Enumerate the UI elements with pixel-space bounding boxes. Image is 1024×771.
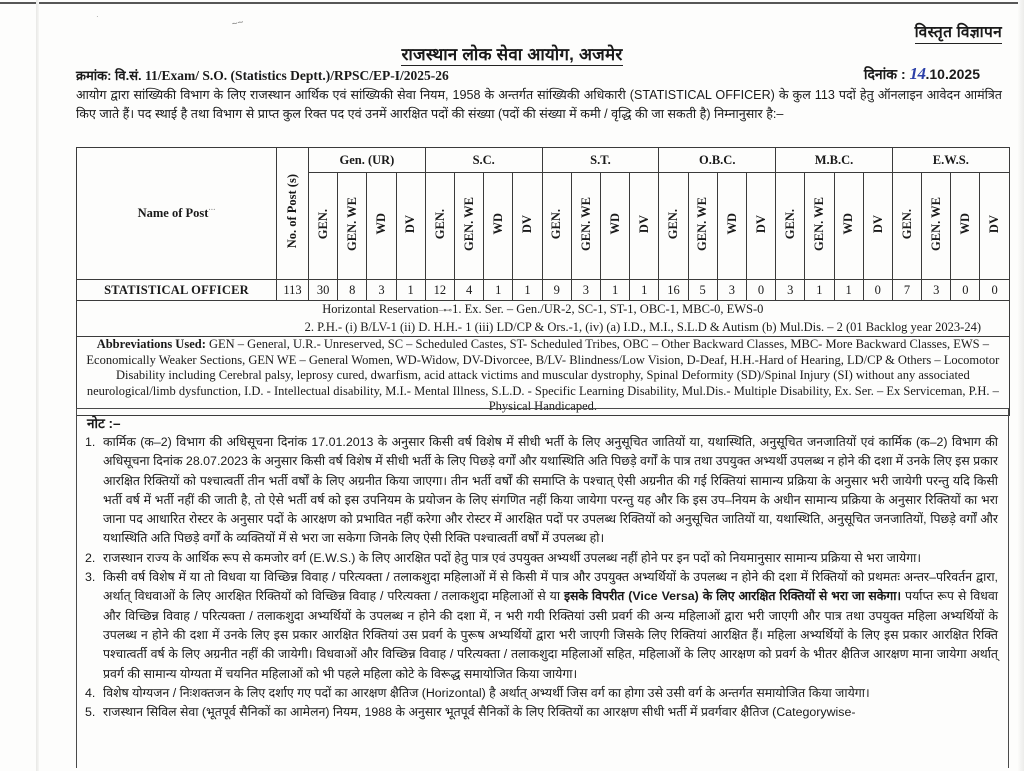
horizontal-reservation-cell <box>77 301 1010 337</box>
subcol-label: GEN. <box>782 208 797 240</box>
name-of-post-text: Name of Post <box>137 206 209 221</box>
subcol-label: DV <box>987 214 1002 234</box>
subcol-ews-wd <box>951 173 980 280</box>
note-marker: 2. <box>85 550 96 565</box>
abbreviations-cell <box>77 337 1010 416</box>
note-text-part1: किसी वर्ष विशेष में या तो विधवा या विच्छिन्न विवाह / परित्यक्ता / तलाकशुदा महिलाओं में से किसी में पात्र और उपयुक्त अभ्यर्थियों के उपलब्ध न होने की दशा में रिक्तियों को प्रथमतः अन्तर–परिवर्तन द्वारा, अर्थात् विधवाओं के लिए आरक्षित रिक्तियों को विच्छिन्न विवाह / परित्यक्ता / तलाकशुदा महिलाओं से या <box>103 570 998 604</box>
group-header-sc: S.C. <box>425 148 542 173</box>
subcol-sc-wd <box>484 173 513 280</box>
abbreviations-row <box>77 337 1010 416</box>
note-item-4 <box>85 684 998 703</box>
scan-dash: –⊷ <box>438 305 453 315</box>
cell-st-wd: 1 <box>600 280 629 301</box>
subcol-label: WD <box>724 213 739 235</box>
cell-sc-dv: 1 <box>513 280 542 301</box>
note-text: राजस्थान राज्य के आर्थिक रूप से कमजोर वर्ग (E.W.S.) के लिए आरक्षित पदों हेतु पात्र एवं उपयुक्त अभ्यर्थी उपलब्ध नहीं होने पर इन पदों को नियमानुसार सामान्य प्रक्रिया से भरा जायेगा। <box>103 550 922 565</box>
subcol-ews-gen <box>892 173 921 280</box>
subcol-mbc-dv <box>863 173 892 280</box>
note-text-part2: पर्याप्त रूप से विधवा और विच्छिन्न विवाह / परित्यक्ता / तलाकशुदा अभ्यर्थियों के उपलब्ध न होने की दशा में, न भरी गयी रिक्तियां उसी प्रवर्ग की अन्य महिलाओं द्वारा भरी जाएगी और पात्र तथा उपयुक्त महिला अभ्यर्थियों के उपलब्ध न होने की दशा में उनके लिए इस प्रकार आरक्षित रिक्तियां उस प्रवर्ग के पुरूष अभ्यर्थियों द्वारा भरी जाएगी जिसके लिए रिक्तियां आरक्षित हैं। महिला अभ्यर्थियों के लिए इस प्रकार आरक्षित रिक्ति पश्चात्वर्ती वर्ष के लिए अग्रनीत नहीं की जायेगी। विधवाओं और विच्छिन्न विवाह / परित्यक्ता / तलाकशुदा महिलाओं सहित, महिलाओं के लिए आरक्षण को प्रवर्ग के भीतर क्षैतिज आरक्षण माना जायेगा अर्थात् प्रवर्ग की सामान्य योग्यता में चयनित महिलाओं को भी पहले महिला कोटे के विरूद्ध समायोजित किया जायेगा। <box>103 589 998 681</box>
note-text: राजस्थान सिविल सेवा (भूतपूर्व सैनिकों का आमेलन) नियम, 1988 के अनुसार भूतपूर्व सैनिकों के लिए रिक्तियों का आरक्षण सीधी भर्ती में प्रवर्गवार क्षैतिज (Categorywise- <box>103 705 856 720</box>
subcol-label: DV <box>520 214 535 234</box>
cell-ews-genwe: 3 <box>922 280 951 301</box>
subcol-obc-dv <box>746 173 775 280</box>
cell-post-name: STATISTICAL OFFICER <box>77 280 277 301</box>
organization-title-text: राजस्थान लोक सेवा आयोग, अजमेर <box>401 45 623 64</box>
subcol-label: WD <box>841 213 856 235</box>
subcol-label: DV <box>403 214 418 234</box>
subcol-mbc-wd <box>834 173 863 280</box>
subcol-label: GEN. WE <box>578 197 593 251</box>
subcol-gen-ur-dv <box>396 173 425 280</box>
cell-st-genwe: 3 <box>571 280 600 301</box>
scan-left-edge <box>36 0 39 771</box>
reference-value: 11/Exam/ S.O. (Statistics Deptt.)/RPSC/EP-I/2025-26 <box>145 68 449 83</box>
note-text-bold-vice-versa: इसके विपरीत (Vice Versa) के लिए आरक्षित रिक्तियों से भरा जा सकेगा। <box>563 589 902 604</box>
subcol-label: DV <box>753 214 768 234</box>
note-item-3 <box>85 568 998 684</box>
subcol-label: GEN. <box>549 208 564 240</box>
advertisement-heading: विस्तृत विज्ञापन <box>915 20 1002 44</box>
date-label: दिनांक : <box>863 66 906 82</box>
cell-obc-wd: 3 <box>717 280 746 301</box>
cell-ews-dv: 0 <box>980 280 1009 301</box>
cell-sc-gen: 12 <box>425 280 454 301</box>
scan-top-rule <box>0 2 1024 4</box>
cell-st-dv: 1 <box>630 280 659 301</box>
cell-mbc-genwe: 1 <box>805 280 834 301</box>
vacancy-table <box>76 147 1010 416</box>
cell-obc-dv: 0 <box>746 280 775 301</box>
subcol-label: WD <box>958 213 973 235</box>
note-marker: 5. <box>85 705 96 720</box>
col-header-name-of-post <box>77 148 277 280</box>
cell-gen-ur-dv: 1 <box>396 280 425 301</box>
subcol-label: GEN. <box>432 208 447 240</box>
date-line <box>864 64 980 84</box>
subcol-label: GEN. WE <box>695 197 710 251</box>
group-header-st: S.T. <box>542 148 659 173</box>
cell-gen-ur-wd: 3 <box>367 280 396 301</box>
subcol-st-wd <box>600 173 629 280</box>
table-row <box>77 280 1010 301</box>
subcol-st-genwe <box>571 173 600 280</box>
subcol-obc-gen <box>659 173 688 280</box>
subcol-label: GEN. WE <box>461 197 476 251</box>
notes-list <box>85 433 998 722</box>
abbreviations-label: Abbreviations Used: <box>96 337 206 351</box>
note-text: विशेष योग्यजन / निःशक्तजन के लिए दर्शाए गए पदों का आरक्षण क्षैतिज (Horizontal) है अर्थात् अभ्यर्थी जिस वर्ग का होगा उसे उसी वर्ग के अन्तर्गत समायोजित किया जायेगा। <box>103 685 870 700</box>
notes-title: नोट :– <box>87 416 121 431</box>
subcol-obc-wd <box>717 173 746 280</box>
scan-right-edge <box>1018 0 1024 771</box>
subcol-label: WD <box>607 213 622 235</box>
cell-sc-genwe: 4 <box>454 280 483 301</box>
group-header-gen-ur: Gen. (UR) <box>309 148 426 173</box>
horizontal-reservation-row <box>77 301 1010 337</box>
horizontal-reservation-label: Horizontal Reservation <box>322 302 439 316</box>
table-header-row-groups <box>77 148 1010 173</box>
subcol-st-gen <box>542 173 571 280</box>
group-header-ews: E.W.S. <box>892 148 1009 173</box>
subcol-label: GEN. <box>899 208 914 240</box>
scan-smudge: ··· <box>208 205 216 214</box>
cell-mbc-gen: 3 <box>776 280 805 301</box>
subcol-mbc-genwe <box>805 173 834 280</box>
scan-speck: ~~ <box>230 16 245 31</box>
horizontal-reservation-line1: 1. Ex. Ser. – Gen./UR-2, SC-1, ST-1, OBC-1, MBC-0, EWS-0 <box>452 302 764 316</box>
cell-mbc-dv: 0 <box>863 280 892 301</box>
note-text: कार्मिक (क–2) विभाग की अधिसूचना दिनांक 17.01.2013 के अनुसार किसी वर्ष विशेष में सीधी भर्ती के लिए अनुसूचित जातियों या, यथास्थिति, अनुसूचित जनजातियों एवं कार्मिक (क–2) विभाग की अधिसूचना दिनांक 28.07.2023 के अनुसार किसी वर्ष विशेष में सीधी भर्ती के लिए पिछड़े वर्गों और यथास्थिति अति पिछड़े वर्गों के पात्र तथा उपयुक्त अभ्यर्थी उपलब्ध न होने की दशा में उनके लिए इस प्रकार आरक्षित रिक्तियों को पश्चात्वर्ती तीन भर्ती वर्षों के लिए अग्रनीत किया जाएगा। तीन भर्ती वर्षों की समाप्ति के पश्चात् ऐसी अग्रनीत की गई रिक्तियां सामान्य प्रक्रिया के अनुसार भरी जायेगी परन्तु यदि किसी भर्ती वर्ष में भर्ती नहीं की जाती है, तो ऐसे भर्ती वर्ष को इस उपनियम के प्रयोजन के लिए संगणित नहीं किया जायेगा परन्तु यह और कि इस उप–नियम के अधीन सामान्य प्रक्रिया के अनुसार रिक्तियों का भरा जाना पद आधारित रोस्टर के अनुसार पदों के आरक्षण को प्रभावित नहीं करेगा और रोस्टर में आरक्षित पदों पर उपलब्ध रिक्तियों को अनुसूचित जातियों या, यथास्थिति, अनुसूचित जनजातियों, पिछड़े वर्गों और यथास्थिति अति पिछड़े वर्गों के व्यक्तियों में से भरा जा सकेगा जिनके लिए ऐसी रिक्ति पश्चात्वर्ती वर्षों में उपलब्ध हो। <box>103 435 998 546</box>
subcol-label: GEN. WE <box>812 197 827 251</box>
note-marker: 3. <box>85 570 96 585</box>
subcol-label: GEN. WE <box>928 197 943 251</box>
subcol-ews-genwe <box>922 173 951 280</box>
group-header-mbc: M.B.C. <box>776 148 893 173</box>
note-item-1 <box>85 433 998 549</box>
subcol-ews-dv <box>980 173 1009 280</box>
cell-obc-genwe: 5 <box>688 280 717 301</box>
reference-label: क्रमांक: वि.सं. <box>76 68 142 83</box>
cell-ews-wd: 0 <box>951 280 980 301</box>
note-item-5 <box>85 703 998 722</box>
subcol-sc-genwe <box>454 173 483 280</box>
subcol-label: WD <box>491 213 506 235</box>
intro-paragraph: आयोग द्वारा सांख्यिकी विभाग के लिए राजस्थान आर्थिक एवं सांख्यिकी सेवा नियम, 1958 के अन्तर्गत सांख्यिकी अधिकारी (STATISTICAL OFFICER) के कुल 113 पदों हेतु ऑनलाइन आवेदन आमंत्रित किए जाते हैं। पद स्थाई है तथा विभाग से प्राप्त कुल रिक्त पद एवं उनमें आरक्षित पदों की संख्या (पदों की संख्या में कमी / वृद्धि की जा सकती है) निम्नानुसार है:– <box>76 88 1002 121</box>
cell-st-gen: 9 <box>542 280 571 301</box>
date-handwritten-value: 14 <box>909 64 926 83</box>
subcol-label: WD <box>374 213 389 235</box>
subcol-sc-gen <box>425 173 454 280</box>
vacancy-table-wrapper <box>76 147 1009 416</box>
page-title <box>0 42 1024 65</box>
subcol-label: GEN. WE <box>345 197 360 251</box>
subcol-st-dv <box>630 173 659 280</box>
cell-total-posts: 113 <box>277 280 309 301</box>
subcol-sc-dv <box>513 173 542 280</box>
group-header-obc: O.B.C. <box>659 148 776 173</box>
subcol-obc-genwe <box>688 173 717 280</box>
scan-speck: · <box>96 12 99 21</box>
subcol-gen-ur-genwe <box>338 173 367 280</box>
no-of-post-text: No. of Post (s) <box>285 174 299 249</box>
abbreviations-text: GEN – General, U.R.- Unreserved, SC – Scheduled Castes, ST- Scheduled Tribes, OBC – Other Backward Classes, MBC- More Backward Classes, EWS – Economically Weaker Sections, GEN WE – General Women, WD-Widow, DV-Divorcee, B/LV- Blindness/Low Vision, D-Deaf, H.H.-Hard of Hearing, LD/CP & Others – Locomotor Disability including Cerebral palsy, leprosy cured, dwarfism, acid attack victims and muscular dystrophy, Spinal Deformity (SD)/Spinal Injury (SI) without any associated neurological/limb dysfunction, I.D. - Intellectual disability, M.I.- Mental Illness, S.L.D. - Specific Learning Disability, Mul.Dis.- Multiple Disability, Ex. Ser. – Ex Serviceman, P.H. – Physical Handicaped. <box>86 337 1000 414</box>
cell-gen-ur-gen: 30 <box>309 280 338 301</box>
cell-mbc-wd: 1 <box>834 280 863 301</box>
col-header-no-of-post <box>277 148 309 280</box>
note-item-2 <box>85 549 998 568</box>
note-marker: 1. <box>85 435 96 449</box>
subcol-label: GEN. <box>315 208 330 240</box>
cell-sc-wd: 1 <box>484 280 513 301</box>
reference-number <box>76 66 449 84</box>
note-marker: 4. <box>85 685 96 700</box>
cell-ews-gen: 7 <box>892 280 921 301</box>
subcol-label: GEN. <box>666 208 681 240</box>
cell-obc-gen: 16 <box>659 280 688 301</box>
date-remainder: .10.2025 <box>925 66 980 82</box>
horizontal-reservation-line2: 2. P.H.- (i) B/LV-1 (ii) D. H.H.- 1 (iii) LD/CP & Ors.-1, (iv) (a) I.D., M.I., S.L.D & Autism (b) Mul.Dis. – 2 (01 Backlog year 2023-24) <box>304 320 982 334</box>
notes-box <box>76 408 1009 768</box>
subcol-gen-ur-gen <box>309 173 338 280</box>
subcol-gen-ur-wd <box>367 173 396 280</box>
subcol-mbc-gen <box>776 173 805 280</box>
cell-gen-ur-genwe: 8 <box>338 280 367 301</box>
subcol-label: DV <box>870 214 885 234</box>
subcol-label: DV <box>637 214 651 234</box>
